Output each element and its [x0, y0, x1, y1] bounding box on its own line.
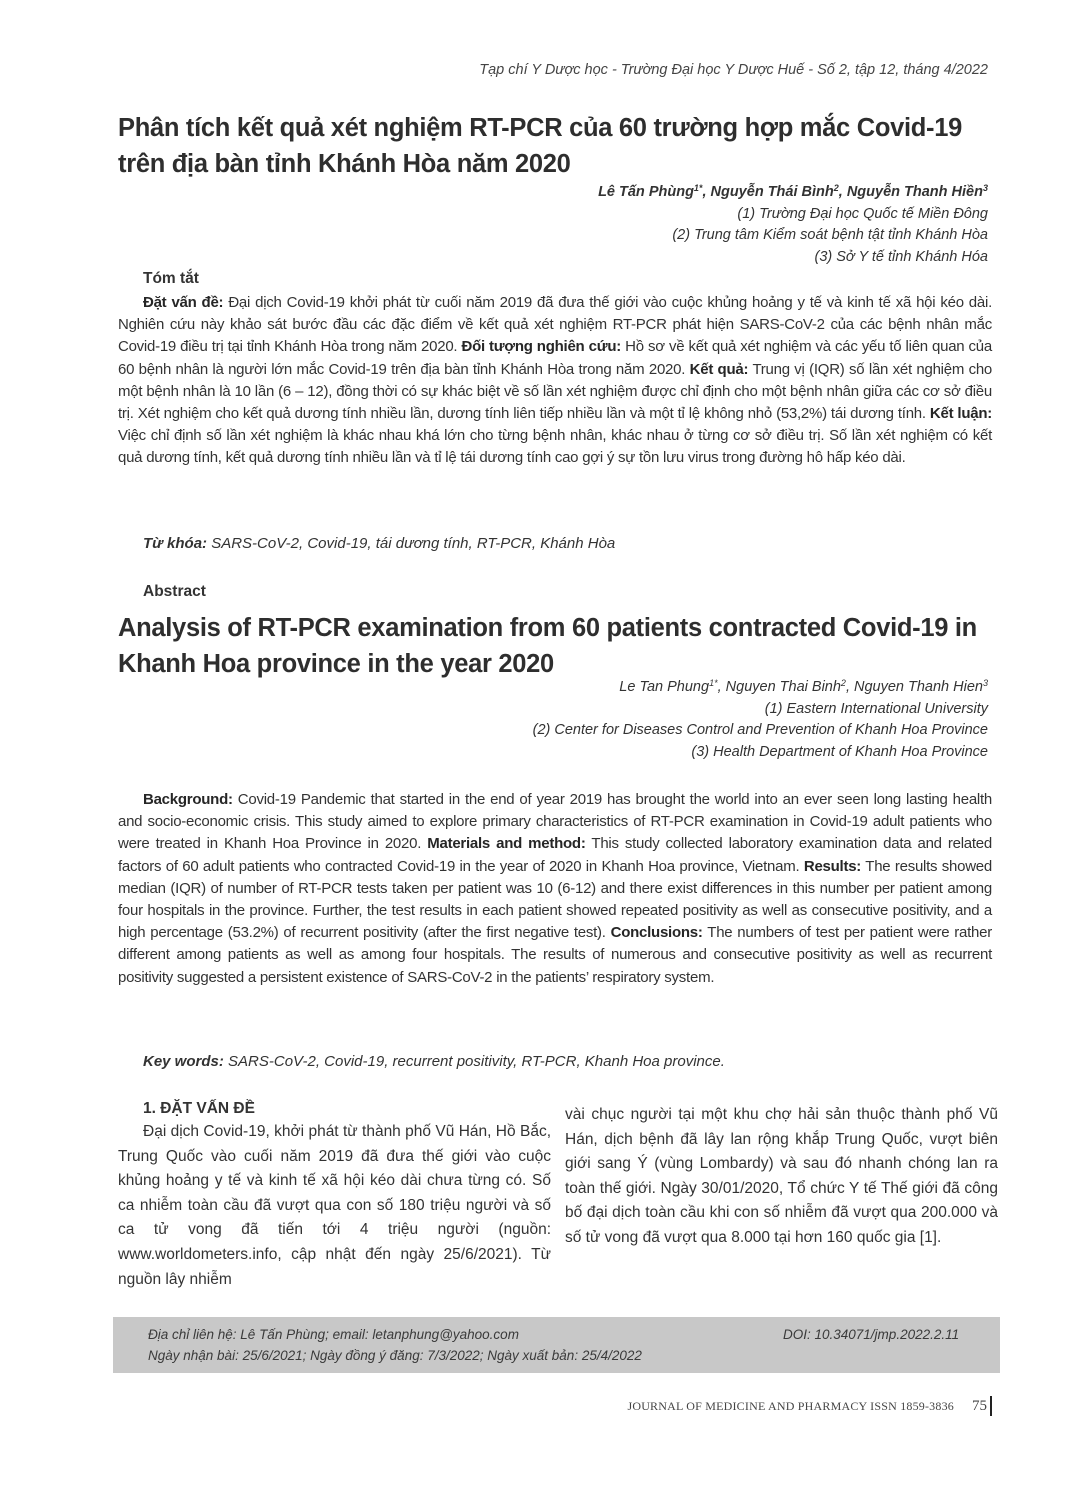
author-affiliation-mark: 2 [840, 678, 846, 688]
summary-heading: Tóm tắt [143, 270, 199, 287]
abstract-label: Results: [803, 857, 862, 875]
author-affiliation-mark: 2 [833, 183, 839, 193]
publication-dates: Ngày nhận bài: 25/6/2021; Ngày đồng ý đăng: 7/3/2022; Ngày xuất bản: 25/4/2022 [148, 1348, 642, 1363]
author-name: Nguyễn Thanh Hiền [846, 184, 983, 200]
author-name: Nguyen Thanh Hien [854, 679, 983, 695]
abstract-label: Conclusions: [610, 924, 703, 942]
author-list: Le Tan Phung$^{1*}$, Nguyen Thai Binh$^2$, Nguyen Thanh Hien$^3$ [619, 678, 988, 695]
body-column-right [565, 1103, 998, 1251]
author-name: Lê Tấn Phùng [598, 184, 694, 200]
affiliation: (1) Eastern International University [764, 700, 988, 717]
author-affiliation-mark: 3 [982, 183, 988, 193]
abstract-label: Đặt vấn đề: [143, 294, 224, 311]
author-affiliation-mark: 1* [709, 678, 718, 688]
affiliation: (3) Sở Y tế tỉnh Khánh Hóa [814, 248, 988, 265]
affiliation: (2) Center for Diseases Control and Prevention of Khanh Hoa Province [532, 722, 988, 738]
body-paragraph: Đại dịch Covid-19, khởi phát từ thành phố Vũ Hán, Hồ Bắc, Trung Quốc vào cuối năm 2019 đã đưa thế giới vào cuộc khủng hoảng y tế và kinh tế xã hội kéo dài chưa từng có. Số ca nhiễm toàn cầu đã vượt qua con số 180 triệu người và số ca tử vong đã tiến tới 4 triệu người (nguồn: www.worldometers.info, cập nhật đến ngày 25/6/2021). Từ nguồn lây nhiễm [118, 1123, 551, 1288]
author-name: Nguyễn Thái Bình [710, 184, 834, 200]
authors-vietnamese [598, 182, 988, 268]
author-name: Le Tan Phung [619, 679, 710, 695]
body-paragraph: vài chục người tại một khu chợ hải sản thuộc thành phố Vũ Hán, dịch bệnh đã lây lan rộng khắp Trung Quốc, vượt biên giới sang Ý (vùng Lombardy) và sau đó nhanh chóng lan ra toàn thế giới. Ngày 30/01/2020, Tổ chức Y tế Thế giới đã công bố đại dịch toàn cầu khi con số nhiễm đã vượt qua 200.000 và số tử vong đã vượt qua 8.000 tại hơn 160 quốc gia [1]. [565, 1106, 998, 1246]
abstract-label: Đối tượng nghiên cứu: [461, 338, 621, 356]
keywords-label: Key words: [143, 1053, 224, 1070]
keywords-english [143, 1053, 725, 1070]
abstract-text: Đại dịch Covid-19 khởi phát từ cuối năm 2019 đã đưa thế giới vào cuộc khủng hoảng y tế và kinh tế xã hội kéo dài. Nghiên cứu này khảo sát bước đầu các đặc điểm về kết quả xét nghiệm RT-PCR phát hiện SARS-CoV-2 của các bệnh nhân mắc Covid-19 điều trị tại tỉnh Khánh Hòa trong năm 2020. [118, 294, 992, 356]
author-name: Nguyen Thai Binh [725, 679, 841, 695]
keywords-vietnamese [143, 535, 615, 552]
abstract-text: The results showed median (IQR) of number of RT-PCR tests taken per patient was 10 (6-12) and there exist differences in this number per patient among four hospitals in the province. Further, the test results in each patient showed repeated positivity as well as consecutive positivity, and a high percentage (53.2%) of recurrent positivity (after the first negative test). [118, 857, 992, 942]
authors-english [533, 677, 988, 763]
abstract-text: Trung vị (IQR) số lần xét nghiệm cho một bệnh nhân là 10 lần (6 – 12), đồng thời có sự khác biệt về số lần xét nghiệm được chỉ định cho một bệnh nhân giữa các cơ sở điều trị. Xét nghiệm cho kết quả dương tính nhiều lần, dương tính liên tiếp nhiều lần và một tỉ lệ không nhỏ (53,2%) tái dương tính. [118, 360, 993, 423]
page-number: 75 [972, 1397, 987, 1414]
abstract-text: Hồ sơ về kết quả xét nghiệm và các yếu tố liên quan của 60 bệnh nhân là người lớn mắc Covid-19 trên địa bàn tỉnh Khánh Hòa trong năm 2020. [118, 338, 992, 378]
section-heading: 1. ĐẶT VẤN ĐỀ [143, 1100, 255, 1117]
author-list: Lê Tấn Phùng$^{1*}$, Nguyễn Thái Bình$^2$, Nguyễn Thanh Hiền$^3$ [598, 183, 988, 200]
author-affiliation-mark: 1* [693, 183, 703, 193]
abstract-label: Materials and method: [427, 835, 586, 853]
body-column-left [118, 1098, 551, 1292]
abstract-label: Kết luận: [929, 405, 993, 423]
abstract-vietnamese [118, 292, 992, 470]
abstract-text: This study collected laboratory examination data and related factors of 60 adult patients who contracted Covid-19 in the year of 2020 in Khanh Hoa province, Vietnam. [118, 835, 992, 875]
abstract-text: The numbers of test per patient were rather different among patients as well as among four hospitals. The results of numerous and consecutive positivity as well as recurrent positivity suggested a persistent existence of SARS-CoV-2 in the patients’ respiratory system. [118, 924, 992, 986]
abstract-label: Kết quả: [689, 360, 749, 378]
author-affiliation-mark: 3 [982, 678, 988, 688]
running-header: Tạp chí Y Dược học - Trường Đại học Y Dược Huế - Số 2, tập 12, tháng 4/2022 [479, 62, 988, 78]
abstract-english [118, 789, 992, 989]
title-vietnamese: Phân tích kết quả xét nghiệm RT-PCR của 60 trường hợp mắc Covid-19 trên địa bàn tỉnh Khánh Hòa năm 2020 [118, 114, 963, 178]
keywords-text: SARS-CoV-2, Covid-19, recurrent positivity, RT-PCR, Khanh Hoa province. [223, 1053, 725, 1070]
keywords-label: Từ khóa: [143, 535, 208, 552]
journal-name: JOURNAL OF MEDICINE AND PHARMACY ISSN 1859-3836 [627, 1398, 954, 1413]
footer-rule [990, 1396, 992, 1416]
abstract-text: Việc chỉ định số lần xét nghiệm là khác nhau khá lớn cho từng bệnh nhân, khác nhau ở từng cơ sở điều trị. Số lần xét nghiệm có kết quả dương tính, kết quả dương tính nhiều lần và tỉ lệ tái dương tính cao gợi ý sự tồn lưu virus trong đường hô hấp kéo dài. [118, 427, 992, 467]
title-english: Analysis of RT-PCR examination from 60 patients contracted Covid-19 in Khanh Hoa province in the year 2020 [118, 614, 977, 678]
affiliation: (2) Trung tâm Kiểm soát bệnh tật tỉnh Khánh Hòa [672, 227, 988, 243]
page-footer [627, 1396, 992, 1416]
contact-info-box [113, 1317, 1000, 1373]
contact-address: Địa chỉ liên hệ: Lê Tấn Phùng; email: letanphung@yahoo.com [148, 1327, 519, 1342]
abstract-text: Covid-19 Pandemic that started in the end of year 2019 has brought the world into an ever seen long lasting health and socio-economic crisis. This study aimed to explore primary characteristics of RT-PCR examination in Covid-19 adult patients who were treated in Khanh Hoa Province in 2020. [118, 791, 992, 853]
keywords-text: SARS-CoV-2, Covid-19, tái dương tính, RT-PCR, Khánh Hòa [207, 535, 616, 552]
abstract-label: Background: [143, 791, 233, 808]
affiliation: (3) Health Department of Khanh Hoa Province [691, 743, 988, 760]
affiliation: (1) Trường Đại học Quốc tế Miền Đông [737, 205, 988, 222]
abstract-heading: Abstract [143, 583, 206, 600]
doi: DOI: 10.34071/jmp.2022.2.11 [783, 1327, 960, 1342]
